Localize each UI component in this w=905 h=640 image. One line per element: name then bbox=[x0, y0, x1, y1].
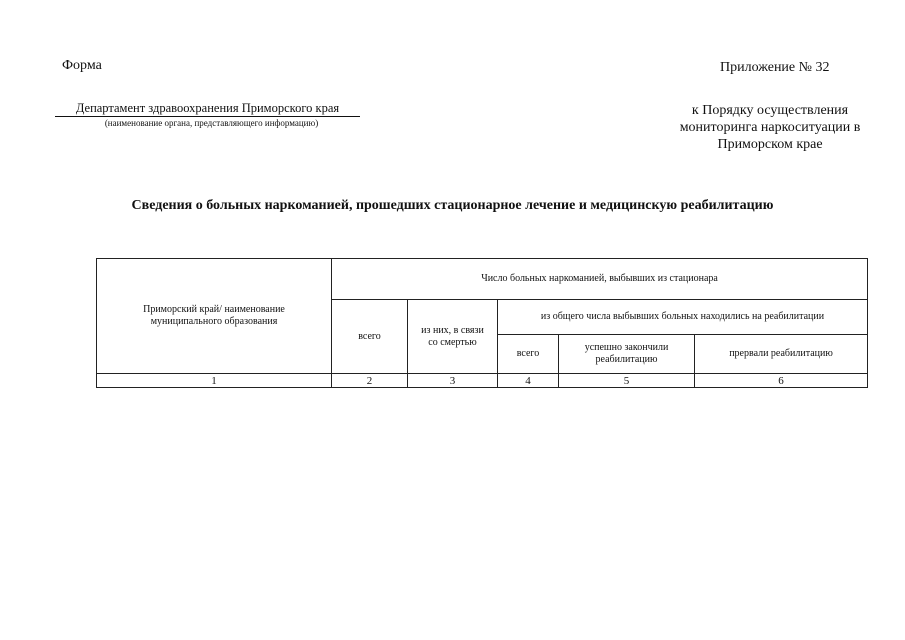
column-number: 5 bbox=[559, 374, 695, 388]
order-line: Приморском крае bbox=[717, 137, 823, 152]
column-number: 6 bbox=[695, 374, 868, 388]
header-cell-rehab-group: из общего числа выбывших больных находились на реабилитации bbox=[498, 300, 868, 335]
department-block bbox=[55, 101, 360, 129]
header-cell-region: Приморский край/ наименование муниципального образования bbox=[97, 259, 332, 374]
header-cell-died: из них, в связи со смертью bbox=[408, 300, 498, 374]
order-reference bbox=[660, 102, 880, 153]
column-number: 2 bbox=[332, 374, 408, 388]
column-number: 4 bbox=[498, 374, 559, 388]
order-line: мониторинга наркоситуации в bbox=[679, 120, 861, 135]
department-caption: (наименование органа, представляющего информацию) bbox=[104, 118, 319, 128]
document-title: Сведения о больных наркоманией, прошедших стационарное лечение и медицинскую реабилитацию bbox=[131, 198, 774, 213]
appendix-label: Приложение № 32 bbox=[720, 60, 830, 75]
header-cell-total: всего bbox=[332, 300, 408, 374]
table-header-row bbox=[97, 259, 868, 300]
department-name: Департамент здравоохранения Приморского края bbox=[55, 101, 360, 117]
table-row bbox=[97, 374, 868, 388]
form-label: Форма bbox=[62, 58, 102, 73]
column-number: 3 bbox=[408, 374, 498, 388]
header-cell-rehab-total: всего bbox=[498, 335, 559, 374]
column-number: 1 bbox=[97, 374, 332, 388]
order-line: к Порядку осуществления bbox=[691, 103, 849, 118]
header-cell-rehab-completed: успешно закончили реабилитацию bbox=[559, 335, 695, 374]
header-cell-rehab-interrupted: прервали реабилитацию bbox=[695, 335, 868, 374]
report-table bbox=[96, 258, 868, 388]
header-cell-discharged-group: Число больных наркоманией, выбывших из стационара bbox=[332, 259, 868, 300]
